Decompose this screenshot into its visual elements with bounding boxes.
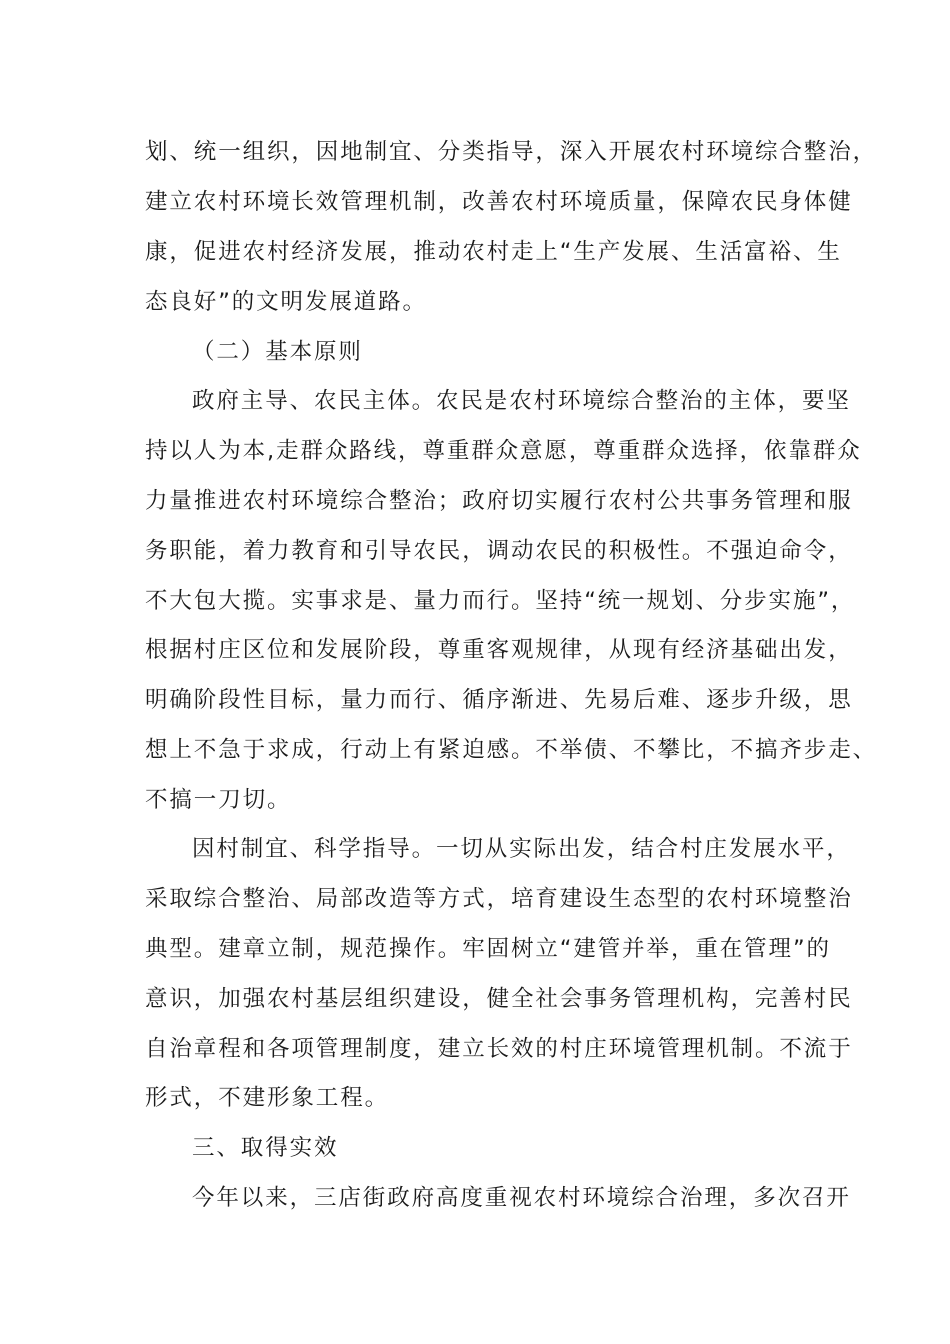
text-line: 采取综合整治、局部改造等方式，培育建设生态型的农村环境整治	[145, 886, 853, 912]
text-line: 明确阶段性目标，量力而行、循序渐进、先易后难、逐步升级，思	[145, 687, 853, 713]
text-line: 持以人为本,走群众路线，尊重群众意愿，尊重群众选择，依靠群众	[145, 438, 862, 464]
text-line: 不大包大揽。实事求是、量力而行。坚持“统一规划、分步实施”，	[145, 588, 856, 614]
section-heading-principles: （二）基本原则	[192, 339, 363, 365]
text-line: 想上不急于求成，行动上有紧迫感。不举债、不攀比，不搞齐步走、	[145, 737, 878, 763]
text-line: 根据村庄区位和发展阶段，尊重客观规律，从现有经济基础出发，	[145, 637, 853, 663]
text-line: 划、统一组织，因地制宜、分类指导，深入开展农村环境综合整治，	[145, 139, 878, 165]
text-line: 自治章程和各项管理制度，建立长效的村庄环境管理机制。不流于	[145, 1036, 853, 1062]
text-line: 建立农村环境长效管理机制，改善农村环境质量，保障农民身体健	[145, 189, 853, 215]
text-line: 因村制宜、科学指导。一切从实际出发，结合村庄发展水平，	[192, 836, 851, 862]
text-line: 不搞一刀切。	[145, 787, 292, 813]
text-line: 力量推进农村环境综合整治；政府切实履行农村公共事务管理和服	[145, 488, 853, 514]
text-line: 形式，不建形象工程。	[145, 1085, 390, 1111]
section-heading-results: 三、取得实效	[192, 1135, 339, 1161]
text-line: 务职能，着力教育和引导农民，调动农民的积极性。不强迫命令，	[145, 538, 853, 564]
text-line: 今年以来，三店街政府高度重视农村环境综合治理，多次召开	[192, 1185, 851, 1211]
text-line: 政府主导、农民主体。农民是农村环境综合整治的主体，要坚	[192, 388, 851, 414]
text-line: 典型。建章立制，规范操作。牢固树立“建管并举，重在管理”的	[145, 936, 831, 962]
text-line: 态良好”的文明发展道路。	[145, 289, 427, 315]
text-line: 意识，加强农村基层组织建设，健全社会事务管理机构，完善村民	[145, 986, 853, 1012]
text-line: 康，促进农村经济发展，推动农村走上“生产发展、生活富裕、生	[145, 239, 842, 265]
